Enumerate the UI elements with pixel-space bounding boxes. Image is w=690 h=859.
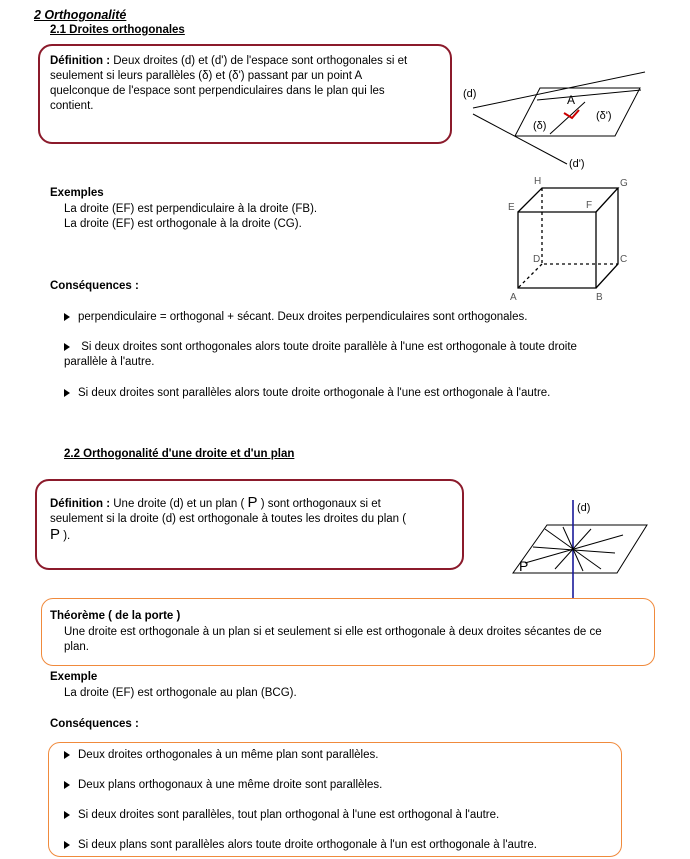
bullet-icon <box>64 389 70 397</box>
consequence-item: perpendiculaire = orthogonal + sécant. Deux droites perpendiculaires sont orthogonales. <box>64 310 527 325</box>
vertex-H: H <box>534 176 542 187</box>
plane-line <box>525 535 623 563</box>
examples-list <box>64 202 317 232</box>
cube-front-face <box>518 212 596 288</box>
subsection-title-1: 2.1 Droites orthogonales <box>50 24 185 36</box>
label-d-prime: (d') <box>569 158 585 170</box>
examples-title: Exemples <box>50 187 104 199</box>
definition-label: Définition : <box>50 55 111 67</box>
consequence-item: Deux droites orthogonales à un même plan sont parallèles. <box>64 748 378 763</box>
example-line: La droite (EF) est perpendiculaire à la droite (FB). <box>64 203 318 215</box>
vertex-E: E <box>508 202 515 213</box>
cube-hidden-edges <box>542 188 618 264</box>
cube-top-edges <box>518 188 618 212</box>
bullet-icon <box>64 781 70 789</box>
consequence-item-continued: parallèle à l'autre. <box>64 356 155 368</box>
cube-figure <box>500 172 640 307</box>
cube-right-edges <box>596 188 618 288</box>
consequence-item: Si deux droites sont parallèles alors toute droite orthogonale à l'une est orthogonale à l'autre. <box>64 386 550 401</box>
cube-hidden-edge <box>518 264 542 288</box>
example-line: La droite (EF) est orthogonale à la droite (CG). <box>64 218 302 230</box>
bullet-icon <box>64 811 70 819</box>
consequence-item: Deux plans orthogonaux à une même droite sont parallèles. <box>64 778 382 793</box>
line-d <box>473 72 645 108</box>
vertex-F: F <box>586 200 593 211</box>
example-line: La droite (EF) est orthogonale au plan (BCG). <box>64 687 297 699</box>
definition-text: quelconque de l'espace sont perpendiculaires dans le plan qui les <box>50 85 385 97</box>
bullet-icon <box>64 751 70 759</box>
bullet-icon <box>64 343 70 351</box>
orthogonal-lines-figure <box>455 70 655 180</box>
vertex-D: D <box>533 254 541 265</box>
subsection-title-2: 2.2 Orthogonalité d'une droite et d'un plan <box>64 448 295 460</box>
definition-text: seulement si la droite (d) est orthogonale à toutes les droites du plan ( <box>50 513 407 525</box>
vertex-A: A <box>510 292 517 303</box>
definition-label: Définition : <box>50 498 111 510</box>
vertex-C: C <box>620 254 628 265</box>
definition-text: seulement si leurs parallèles (δ) et (δ') passant par un point A <box>50 70 363 82</box>
theorem-text: Une droite est orthogonale à un plan si et seulement si elle est orthogonale à deux droites sécantes de ce plan. <box>64 626 602 653</box>
definition-text: Deux droites (d) et (d') de l'espace sont orthogonales si et <box>110 55 408 67</box>
plane-symbol: P <box>247 494 258 511</box>
label-d: (d) <box>463 88 477 100</box>
consequences-title: Conséquences : <box>50 718 139 730</box>
label-P: P <box>519 558 529 574</box>
definition-1 <box>50 54 445 114</box>
consequence-item: Si deux droites sont parallèles, tout plan orthogonal à l'une est orthogonal à l'autre. <box>64 808 499 823</box>
line-plane-figure <box>505 495 655 605</box>
plane-P <box>513 525 647 573</box>
consequences-title: Conséquences : <box>50 280 139 292</box>
section-title: 2 Orthogonalité <box>34 8 127 22</box>
bullet-icon <box>64 841 70 849</box>
definition-text: contient. <box>50 100 94 112</box>
definition-2: Définition : Une droite (d) et un plan ( P ) sont orthogonaux si et seulement si la droite (d) est orthogonale à toutes les droites du plan ( P ). <box>50 495 455 544</box>
consequence-item: Si deux droites sont orthogonales alors toute droite parallèle à l'une est orthogonale à toute droite <box>64 340 577 355</box>
plane-symbol: P <box>50 526 61 543</box>
theorem-title: Théorème ( de la porte ) <box>50 610 181 622</box>
vertex-B: B <box>596 292 603 303</box>
label-delta-prime: (δ') <box>596 110 612 122</box>
label-d: (d) <box>577 502 591 514</box>
bullet-icon <box>64 313 70 321</box>
example-title: Exemple <box>50 671 98 683</box>
label-A: A <box>567 93 576 107</box>
vertex-G: G <box>620 178 628 189</box>
line-d-prime <box>473 114 567 164</box>
consequence-item: Si deux plans sont parallèles alors toute droite orthogonale à l'un est orthogonale à l'autre. <box>64 838 537 853</box>
label-delta: (δ) <box>533 120 547 132</box>
